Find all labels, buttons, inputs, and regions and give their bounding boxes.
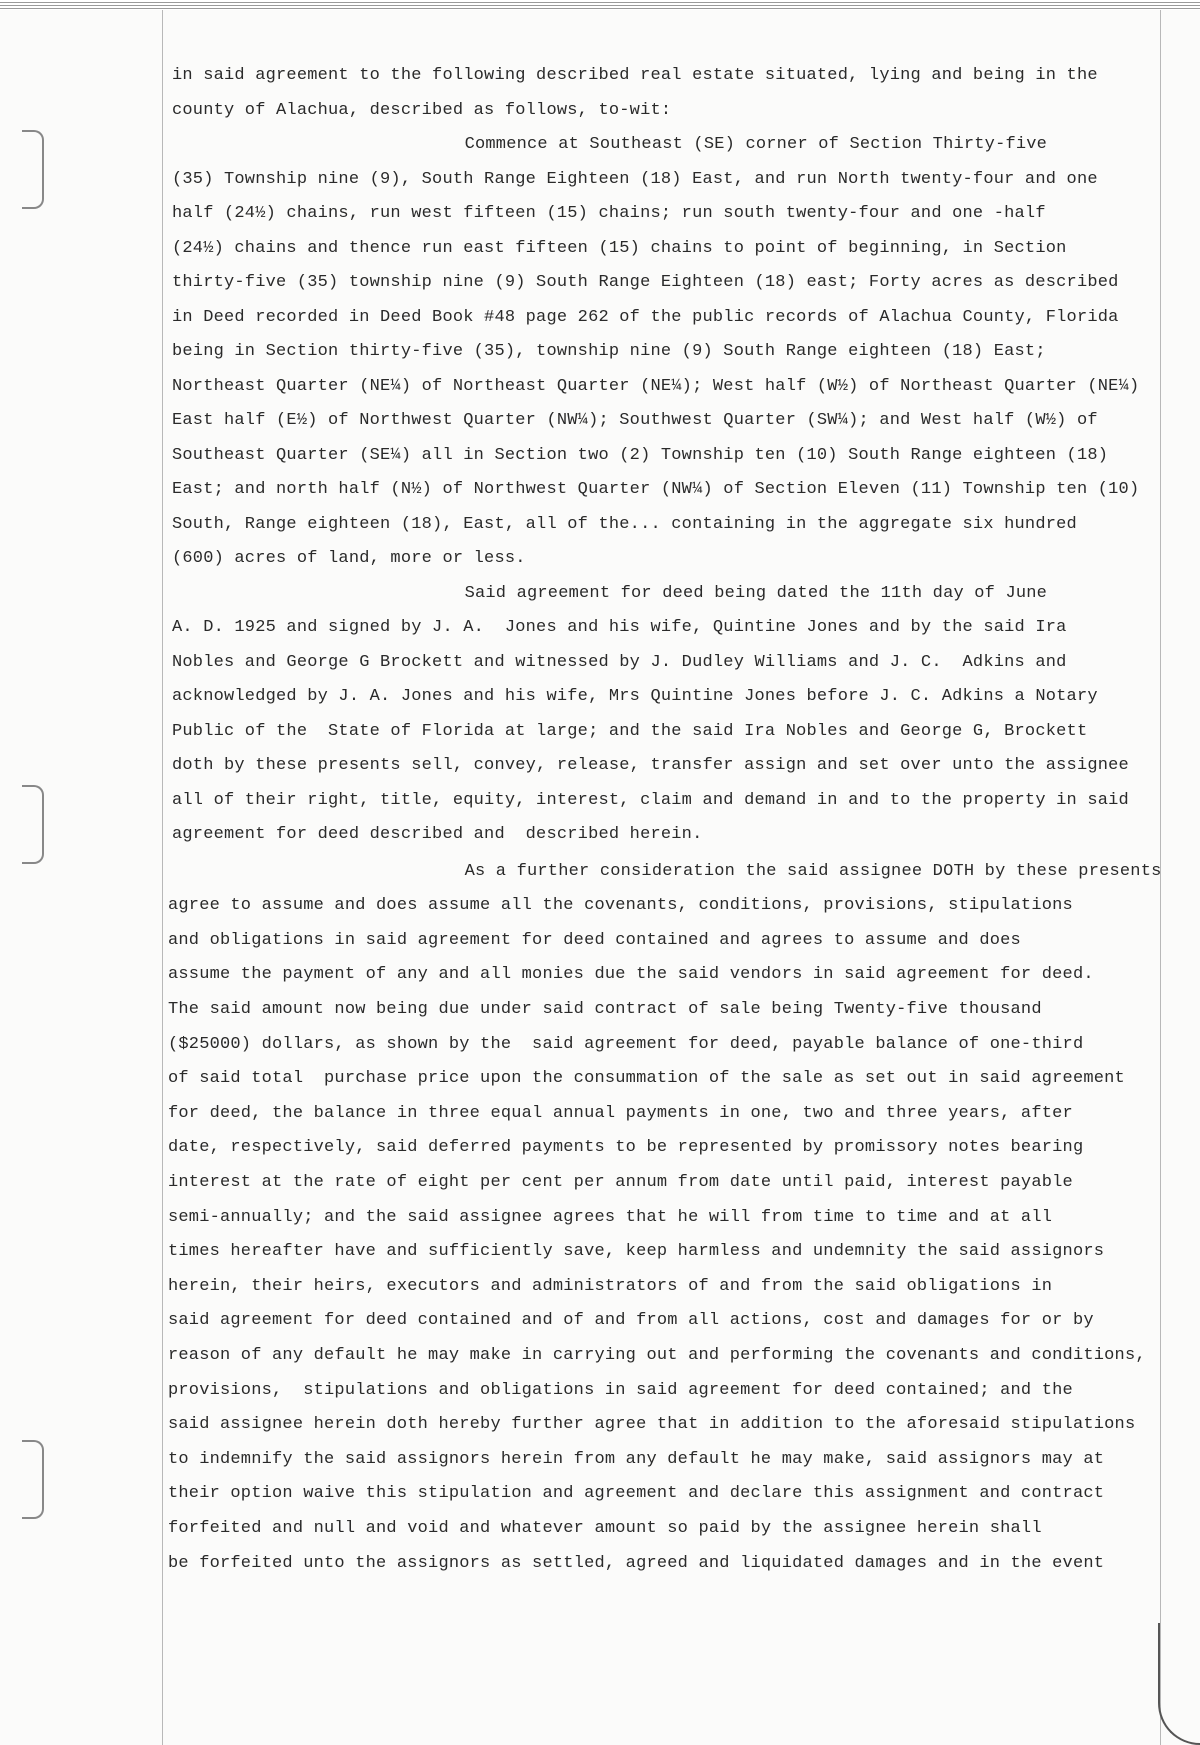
document-line: be forfeited unto the assignors as settled, agreed and liquidated damages and in the event	[168, 1553, 1105, 1573]
document-line: The said amount now being due under said contract of sale being Twenty-five thousand	[168, 999, 1042, 1019]
document-line: herein, their heirs, executors and administrators of and from the said obligations in	[168, 1276, 1053, 1296]
document-line: South, Range eighteen (18), East, all of the... containing in the aggregate six hundred	[172, 514, 1077, 534]
document-line: doth by these presents sell, convey, release, transfer assign and set over unto the assignee	[172, 756, 1129, 775]
document-line: said agreement for deed contained and of and from all actions, cost and damages for or by	[168, 1311, 1094, 1331]
binder-hole-top	[22, 130, 44, 209]
document-line: half (24½) chains, run west fifteen (15) chains; run south twenty-four and one -half	[172, 204, 1046, 223]
document-line: reason of any default he may make in carrying out and performing the covenants and conditions,	[168, 1345, 1146, 1365]
document-line: provisions, stipulations and obligations in said agreement for deed contained; and the	[168, 1380, 1073, 1400]
document-line: A. D. 1925 and signed by J. A. Jones and his wife, Quintine Jones and by the said Ira	[172, 618, 1067, 637]
binder-hole-bottom	[22, 1440, 44, 1519]
document-line: being in Section thirty-five (35), township nine (9) South Range eighteen (18) East;	[172, 342, 1046, 361]
document-line: acknowledged by J. A. Jones and his wife, Mrs Quintine Jones before J. C. Adkins a Notary	[172, 687, 1098, 706]
document-line: to indemnify the said assignors herein from any default he may make, said assignors may at	[168, 1449, 1105, 1469]
document-line: As a further consideration the said assignee DOTH by these presents	[464, 861, 1162, 881]
document-line: county of Alachua, described as follows, to-wit:	[172, 100, 672, 120]
document-line: in Deed recorded in Deed Book #48 page 262 of the public records of Alachua County, Florida	[172, 307, 1119, 327]
document-line: Nobles and George G Brockett and witnessed by J. Dudley Williams and J. C. Adkins and	[172, 652, 1067, 672]
left-margin-rule	[162, 10, 163, 1745]
document-line: agree to assume and does assume all the covenants, conditions, provisions, stipulations	[168, 896, 1073, 916]
document-line: Northeast Quarter (NE¼) of Northeast Quarter (NE¼); West half (W½) of Northeast Quarter (NE¼)	[172, 376, 1140, 396]
document-line: (35) Township nine (9), South Range Eighteen (18) East, and run North twenty-four and one	[172, 169, 1098, 189]
scan-top-edge	[0, 0, 1200, 10]
document-line: thirty-five (35) township nine (9) South Range Eighteen (18) east; Forty acres as described	[172, 273, 1119, 292]
document-line: Southeast Quarter (SE¼) all in Section two (2) Township ten (10) South Range eighteen (18)	[172, 445, 1109, 465]
document-line: for deed, the balance in three equal annual payments in one, two and three years, after	[168, 1103, 1073, 1123]
page-curl	[1158, 1623, 1200, 1745]
document-line: East; and north half (N½) of Northwest Quarter (NW¼) of Section Eleven (11) Township ten (10)	[172, 480, 1140, 499]
binder-hole-middle	[22, 785, 44, 864]
document-line: (600) acres of land, more or less.	[172, 549, 526, 568]
document-line: said assignee herein doth hereby further agree that in addition to the aforesaid stipulations	[168, 1415, 1136, 1435]
document-line: date, respectively, said deferred payments to be represented by promissory notes bearing	[168, 1138, 1084, 1158]
document-line: their option waive this stipulation and agreement and declare this assignment and contract	[168, 1484, 1105, 1504]
document-line: and obligations in said agreement for deed contained and agrees to assume and does	[168, 930, 1021, 950]
document-line: East half (E½) of Northwest Quarter (NW¼); Southwest Quarter (SW¼); and West half (W½) of	[172, 411, 1098, 430]
document-line: assume the payment of any and all monies due the said vendors in said agreement for deed.	[168, 965, 1094, 985]
document-line: agreement for deed described and described herein.	[172, 825, 703, 844]
document-line: Said agreement for deed being dated the 11th day of June	[464, 583, 1048, 603]
document-line: ($25000) dollars, as shown by the said agreement for deed, payable balance of one-third	[168, 1034, 1084, 1054]
document-line: semi-annually; and the said assignee agrees that he will from time to time and at all	[168, 1207, 1053, 1227]
document-line: Commence at Southeast (SE) corner of Section Thirty-five	[464, 135, 1048, 154]
document-line: in said agreement to the following described real estate situated, lying and being in the	[172, 66, 1098, 85]
document-line: of said total purchase price upon the consummation of the sale as set out in said agreement	[168, 1069, 1125, 1089]
document-line: times hereafter have and sufficiently save, keep harmless and undemnity the said assignors	[168, 1242, 1105, 1262]
document-line: (24½) chains and thence run east fifteen (15) chains to point of beginning, in Section	[172, 238, 1067, 258]
document-line: Public of the State of Florida at large; and the said Ira Nobles and George G, Brockett	[172, 721, 1088, 741]
document-line: all of their right, title, equity, interest, claim and demand in and to the property in said	[172, 790, 1129, 810]
document-line: interest at the rate of eight per cent per annum from date until paid, interest payable	[168, 1172, 1073, 1192]
document-line: forfeited and null and void and whatever amount so paid by the assignee herein shall	[168, 1518, 1042, 1538]
